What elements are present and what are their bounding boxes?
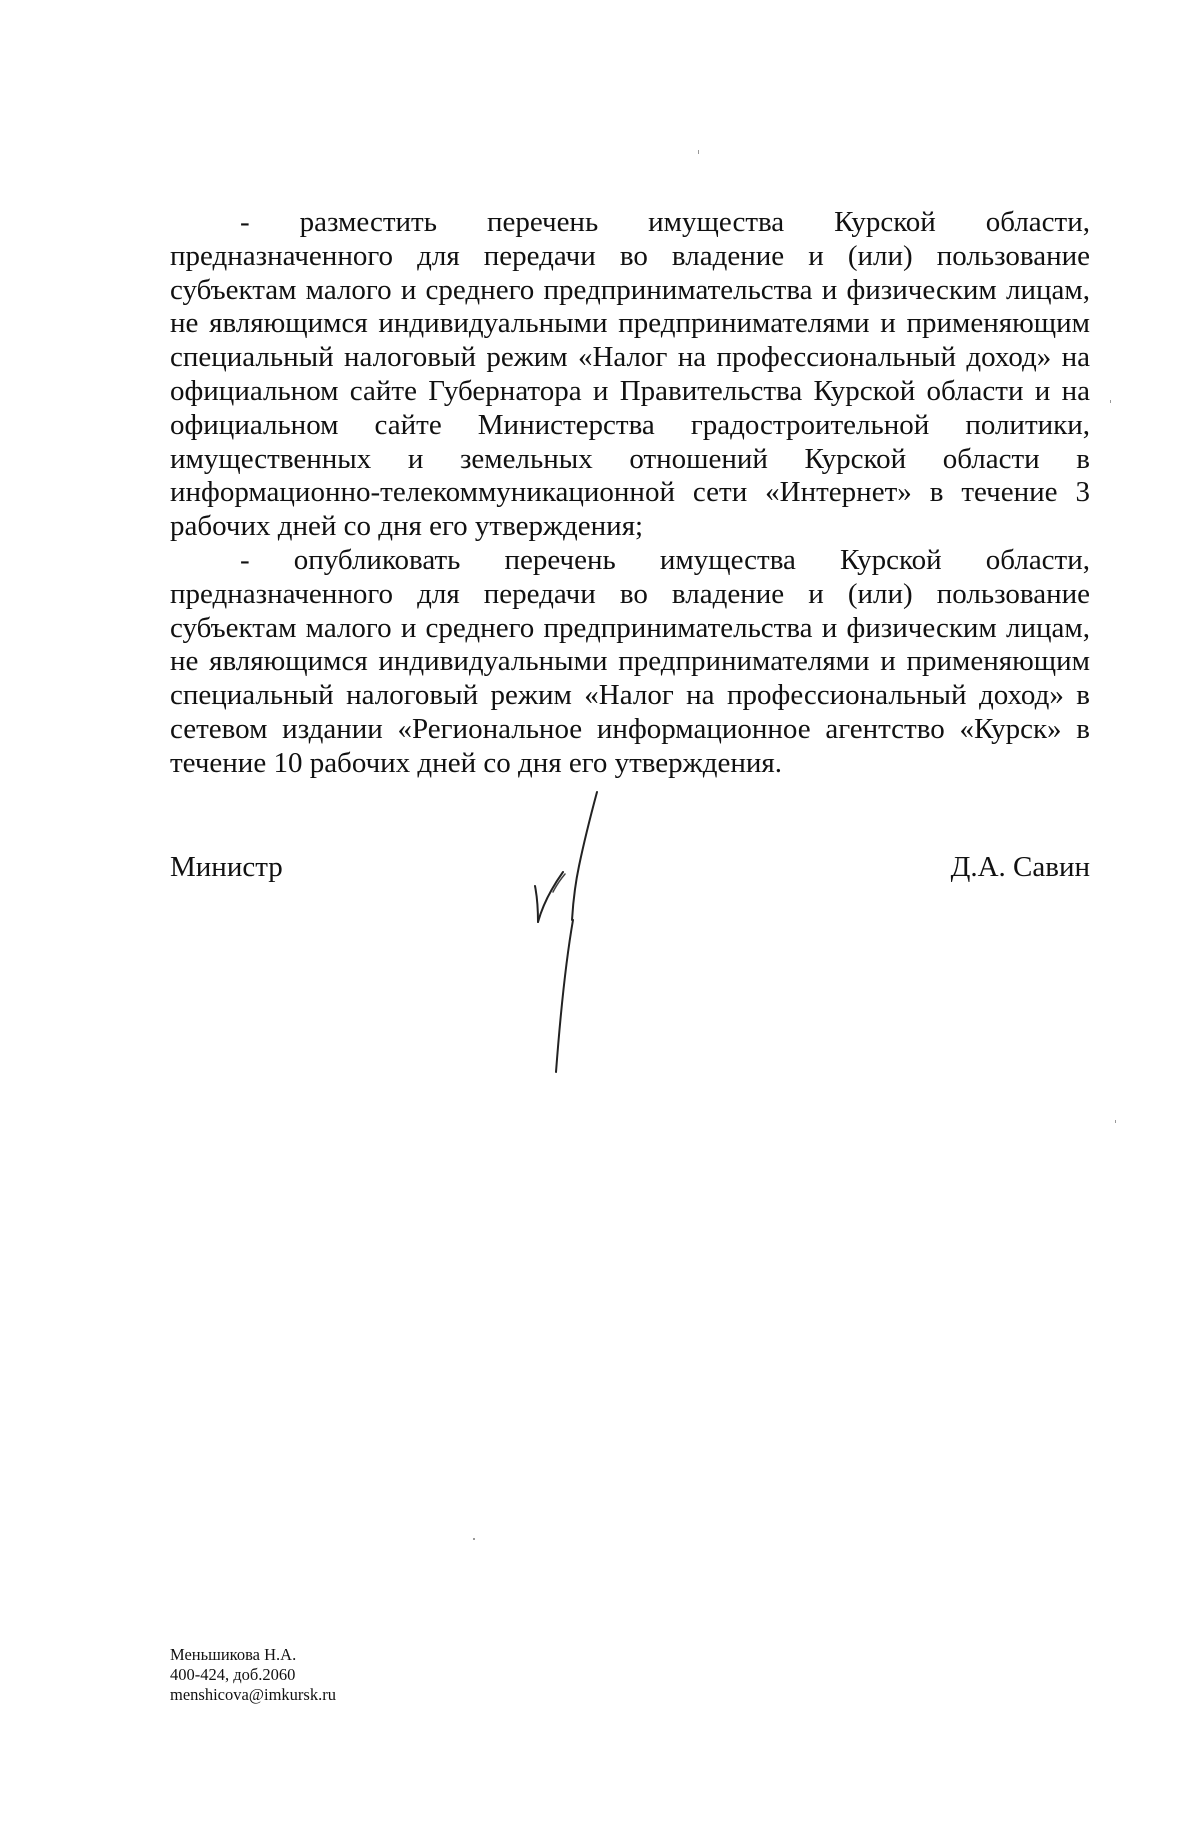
scan-artifact [1115, 1120, 1116, 1123]
paragraph-publish-in-news-agency: - опубликовать перечень имущества Курской области, предназначенного для передачи во владение и (или) пользование субъектам малого и среднего предпринимательства и физическим лицам, не являющимся индивидуальными предпринимателями и применяющим специальный налоговый режим «Налог на профессиональный доход» в сетевом издании «Региональное информационное агентство «Курск» в течение 10 рабочих дней со дня его утверждения. [170, 543, 1090, 779]
document-body [170, 206, 1090, 781]
signer-name: Д.А. Савин [950, 851, 1090, 883]
signer-position: Министр [170, 851, 283, 883]
executor-phone: 400-424, доб.2060 [170, 1665, 296, 1684]
handwritten-signature [520, 780, 620, 1080]
executor-name: Меньшикова Н.А. [170, 1645, 297, 1664]
executor-email: menshicova@imkursk.ru [170, 1685, 336, 1704]
executor-contacts [170, 1645, 336, 1705]
paragraph-publish-on-websites: - разместить перечень имущества Курской области, предназначенного для передачи во владение и (или) пользование субъектам малого и среднего предпринимательства и физическим лицам, не являющимся индивидуальными предпринимателями и применяющим специальный налоговый режим «Налог на профессиональный доход» на официальном сайте Губернатора и Правительства Курской области и на официальном сайте Министерства градостроительной политики, имущественных и земельных отношений Курской области в информационно-телекоммуникационной сети «Интернет» в течение 3 рабочих дней со дня его утверждения; [170, 206, 1090, 543]
scan-artifact [698, 150, 699, 154]
scan-artifact [473, 1538, 475, 1540]
scan-artifact [1110, 400, 1111, 403]
